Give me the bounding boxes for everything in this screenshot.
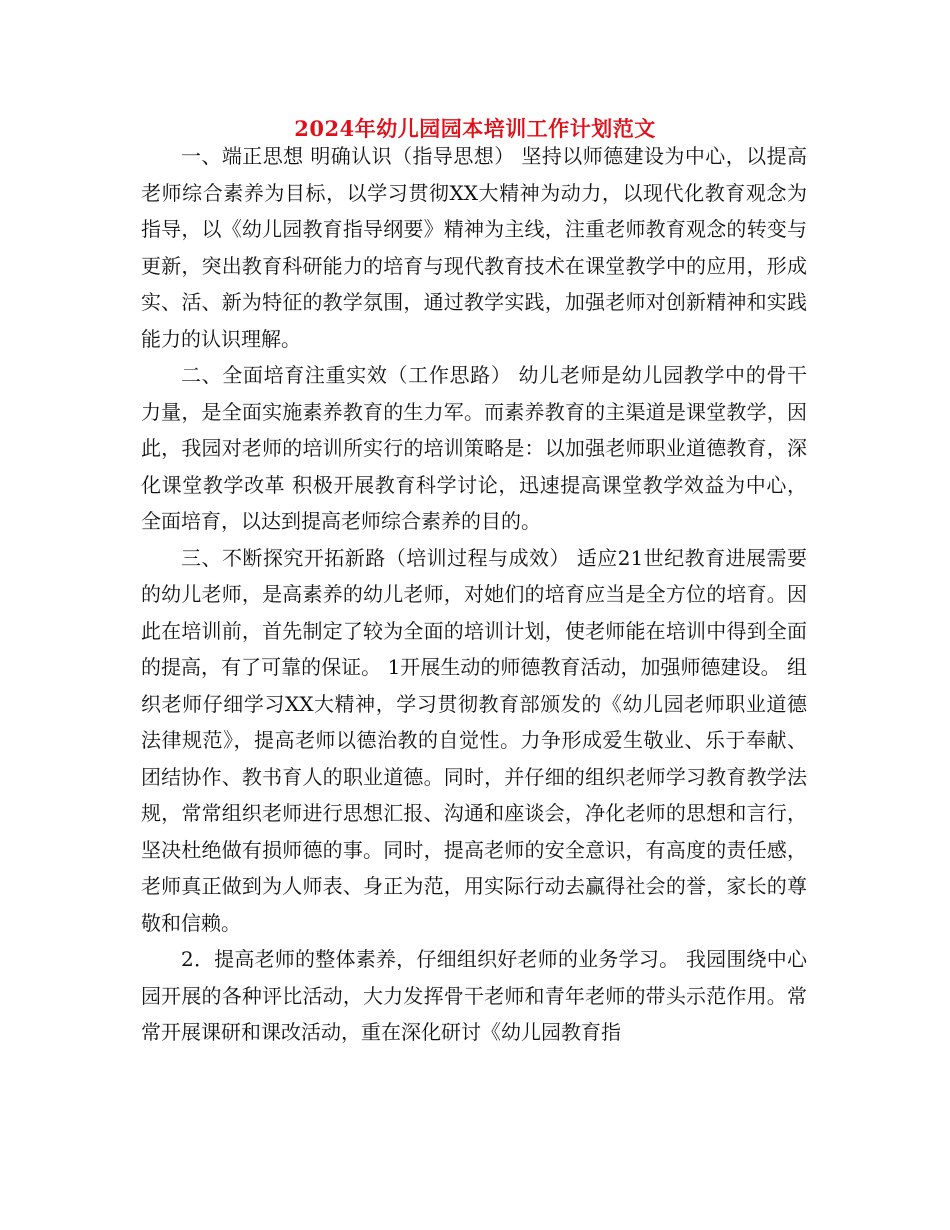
paragraph-2: 二、全面培育注重实效（工作思路） 幼儿老师是幼儿园教学中的骨干力量，是全面实施素养教育的生力军。而素养教育的主渠道是课堂教学，因此，我园对老师的培训所实行的培训策略是：以加强老师职业道德教育，深化课堂教学改革 积极开展教育科学讨论，迅速提高课堂教学效益为中心，全面培育，以达到提高老师综合素养的目的。 [141, 363, 807, 533]
paragraph-4: 2．提高老师的整体素养，仔细组织好老师的业务学习。 我园围绕中心园开展的各种评比活动，大力发挥骨干老师和青年老师的带头示范作用。常常开展课研和课改活动，重在深化研讨《幼儿园教育指 [141, 947, 807, 1044]
document-title: 2024年幼儿园园本培训工作计划范文 [294, 116, 656, 141]
document-body [141, 138, 807, 1051]
paragraph-1: 一、端正思想 明确认识（指导思想） 坚持以师德建设为中心，以提高老师综合素养为目标，以学习贯彻XX大精神为动力，以现代化教育观念为指导，以《幼儿园教育指导纲要》精神为主线，注重老师教育观念的转变与更新，突出教育科研能力的培育与现代教育技术在课堂教学中的应用，形成实、活、新为特征的教学氛围，通过教学实践，加强老师对创新精神和实践能力的认识理解。 [141, 144, 807, 351]
paragraph-3: 三、不断探究开拓新路（培训过程与成效） 适应21世纪教育进展需要的幼儿老师，是高素养的幼儿老师，对她们的培育应当是全方位的培育。因此在培训前，首先制定了较为全面的培训计划，使老师能在培训中得到全面的提高，有了可靠的保证。 1开展生动的师德教育活动，加强师德建设。 组织老师仔细学习XX大精神，学习贯彻教育部颁发的《幼儿园老师职业道德法律规范》，提高老师以德治教的自觉性。力争形成爱生敬业、乐于奉献、团结协作、教书育人的职业道德。同时，并仔细的组织老师学习教育教学法规，常常组织老师进行思想汇报、沟通和座谈会，净化老师的思想和言行，坚决杜绝做有损师德的事。同时，提高老师的安全意识，有高度的责任感，老师真正做到为人师表、身正为范，用实际行动去赢得社会的誉，家长的尊敬和信赖。 [141, 545, 807, 935]
